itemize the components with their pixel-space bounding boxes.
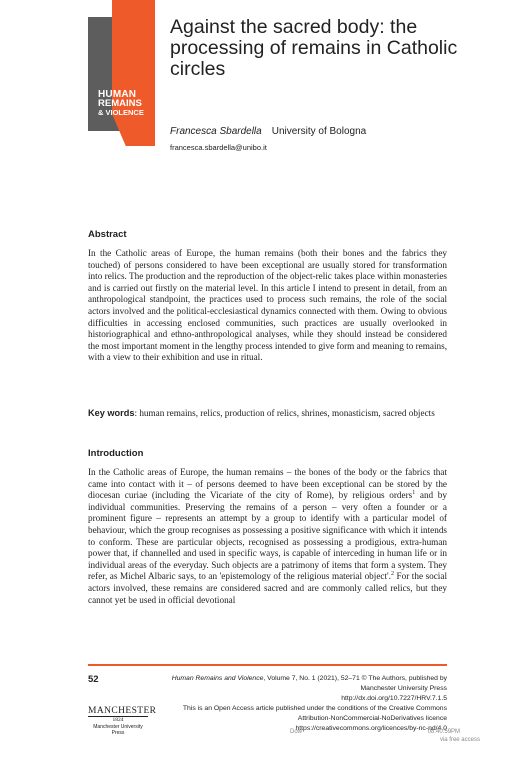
- publisher-logo-year: 1824: [112, 717, 124, 723]
- introduction-heading: Introduction: [88, 448, 144, 459]
- logo-line-2: REMAINS: [98, 98, 142, 109]
- author-email[interactable]: francesca.sbardella@unibo.it: [170, 143, 267, 152]
- download-stamp: [290, 728, 490, 744]
- publisher-logo: [88, 706, 157, 736]
- intro-part-3: For the social actors involved, these remains are considered sacred and are commonly called relics, but they cannot yet be used in official devotional: [88, 571, 447, 605]
- keywords-text: : human remains, relics, production of relics, shrines, monasticism, sacred objects: [134, 408, 435, 418]
- footnote-ref-2[interactable]: 2: [390, 571, 394, 578]
- introduction-text: [88, 467, 447, 606]
- footnote-ref-1[interactable]: 1: [412, 490, 416, 497]
- article-title: Against the sacred body: the processing of remains in Catholic circles: [170, 16, 458, 80]
- logo-line-1: HUMAN: [98, 89, 137, 100]
- keywords: [88, 408, 447, 420]
- publisher-logo-press: Manchester University Press: [93, 724, 143, 736]
- journal-logo: [98, 90, 158, 117]
- license-line-1: This is an Open Access article published under the conditions of the Creative Commons: [182, 705, 447, 712]
- footer-citation: [160, 674, 447, 704]
- download-time: 08:40:59PM: [427, 729, 461, 735]
- journal-logo-orange-ribbon: [112, 0, 155, 146]
- license-line-2: Attribution-NonCommercial-NoDerivatives licence: [297, 715, 447, 722]
- doi-link[interactable]: http://dx.doi.org/10.7227/HRV.7.1.5: [341, 695, 447, 702]
- citation-text: , Volume 7, No. 1 (2021), 52–71 © The Authors, published by: [263, 675, 447, 682]
- publisher-logo-name: MANCHESTER: [88, 706, 157, 716]
- download-access: via free access: [439, 737, 480, 743]
- download-prefix: Dow: [290, 729, 303, 735]
- author-name: Francesca Sbardella: [170, 126, 262, 137]
- abstract-heading: Abstract: [88, 229, 127, 240]
- journal-name: Human Remains and Violence: [171, 675, 264, 682]
- footer-rule: [88, 664, 447, 666]
- intro-part-2: and by individual communities. Preserving the remains of a person – very often a founder or a prominent figure – represents an attempt by a group to identify with a particular model of behaviour, which the group recognises as possessing a positive significance with which it intends to conform. These are particular objects, recognised as possessing a prodigious, extra-human power that, if channelled and used in specific ways, is capable of interceding in human life or in individual areas of the everyday. Such objects are a patrimony of items that form a system. They refer, as Michel Albaric says, to an 'epistemology of the religious material object'.: [88, 490, 447, 582]
- page-number: 52: [88, 674, 99, 685]
- abstract-text: In the Catholic areas of Europe, the human remains (both their bones and the fabrics they touched) of persons considered to have been exceptional are usually stored for transformation into relics. The production and the reproduction of the object-relic takes place within monasteries and is carried out firstly on the material level. In this article I intend to present in detail, from an anthropological standpoint, the practices used to process such remains, the role of the social actors involved and the political-ecclesiastical dynamics connected with them. Owing to obvious difficulties in accessing enclosed communities, such practices are usually overlooked in historiographical and ethno-anthropological analyses, while they should instead be considered the most important moment in the lengthy process intended to give form and meaning to remains, with a view to their exhibition and use in ritual.: [88, 248, 447, 363]
- author-affiliation: University of Bologna: [271, 126, 367, 137]
- keywords-label: Key words: [88, 408, 135, 418]
- intro-part-1: In the Catholic areas of Europe, the human remains – the bones of the body or the fabrics that came into contact with it – of persons deemed to have been exceptional can be stored by the diocesan curiae (including the Vicariate of the city of Rome), by religious orders: [88, 467, 447, 501]
- logo-line-3: & VIOLENCE: [98, 108, 144, 117]
- author-line: [170, 126, 366, 137]
- publisher: Manchester University Press: [360, 685, 447, 692]
- license-url[interactable]: https://creativecommons.org/licences/by-nc-nd/4.0: [295, 725, 447, 732]
